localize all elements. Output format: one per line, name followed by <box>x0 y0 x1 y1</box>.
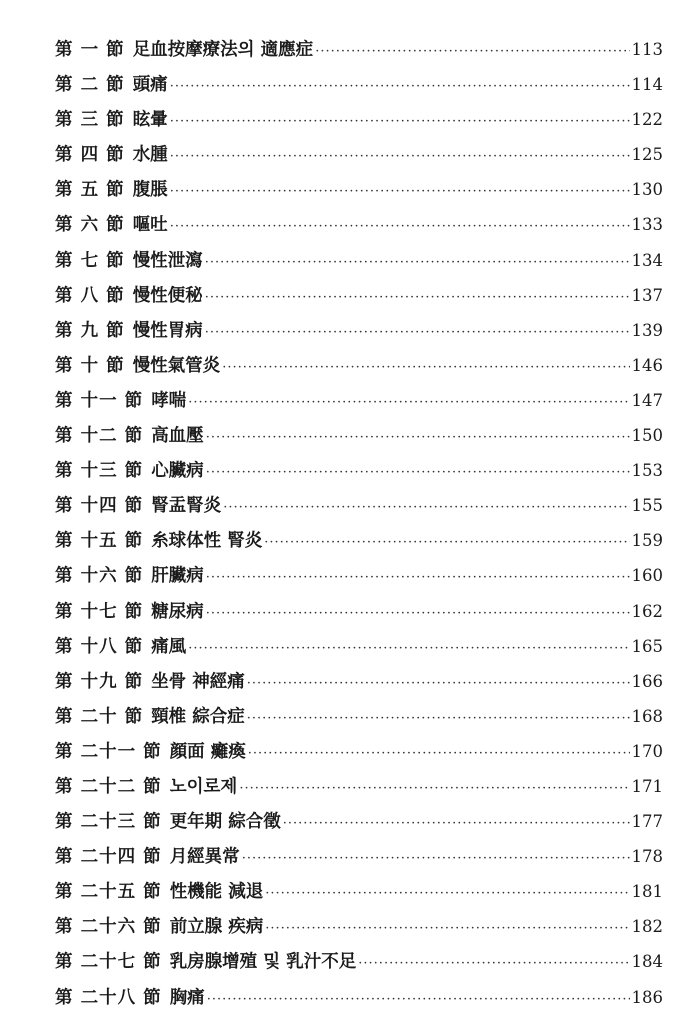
page-number: 184 <box>631 952 663 972</box>
page-number: 150 <box>631 426 663 446</box>
toc-entry <box>55 523 663 558</box>
toc-entry <box>55 67 663 102</box>
section-title: 顔面 癱瘓 <box>169 741 246 762</box>
section-title: 胸痛 <box>169 987 205 1008</box>
section-title: 糸球体性 腎炎 <box>151 531 263 552</box>
section-number: 第 十一 節 <box>55 390 144 411</box>
dot-leader <box>206 455 630 490</box>
section-number: 第 三 節 <box>55 110 125 131</box>
section-title: 心臟病 <box>151 461 204 482</box>
toc-entry <box>55 980 663 1015</box>
section-title: 坐骨 神經痛 <box>151 671 245 692</box>
section-number: 第 十六 節 <box>55 566 144 587</box>
dot-leader <box>206 596 630 631</box>
dot-leader <box>265 876 629 911</box>
toc-entry <box>55 418 663 453</box>
page-number: 139 <box>631 320 663 340</box>
page-number: 134 <box>631 250 663 270</box>
section-number: 第 十三 節 <box>55 461 144 482</box>
section-number: 第 二 節 <box>55 75 125 96</box>
section-number: 第 十八 節 <box>55 636 144 657</box>
toc-entry <box>55 102 663 137</box>
section-number: 第 九 節 <box>55 320 125 341</box>
section-number: 第 四 節 <box>55 145 125 166</box>
section-number: 第 六 節 <box>55 215 125 236</box>
dot-leader <box>264 525 629 560</box>
section-number: 第 十二 節 <box>55 426 144 447</box>
section-number: 第 十 節 <box>55 355 125 376</box>
page-number: 130 <box>631 180 663 200</box>
section-title: 水腫 <box>132 145 168 166</box>
toc-entry <box>55 453 663 488</box>
section-title: 慢性泄瀉 <box>132 250 203 271</box>
section-number: 第 十五 節 <box>55 531 144 552</box>
section-number: 第 二十一 節 <box>55 741 162 762</box>
section-title: 哮喘 <box>151 390 187 411</box>
toc-entry <box>55 594 663 629</box>
section-title: 痛風 <box>151 636 187 657</box>
dot-leader <box>205 245 630 280</box>
dot-leader <box>247 701 630 736</box>
toc-entry <box>55 243 663 278</box>
dot-leader <box>283 806 630 841</box>
dot-leader <box>170 209 630 244</box>
dot-leader <box>315 34 629 69</box>
section-number: 第 二十 節 <box>55 706 144 727</box>
section-title: 頭痛 <box>132 75 168 96</box>
section-number: 第 二十二 節 <box>55 776 162 797</box>
section-number: 第 一 節 <box>55 40 125 60</box>
section-title: 慢性便秘 <box>132 285 203 306</box>
section-title: 頸椎 綜合症 <box>151 706 245 727</box>
toc-entry <box>55 383 663 418</box>
section-title: 慢性氣管炎 <box>132 355 221 376</box>
dot-leader <box>223 490 629 525</box>
dot-leader <box>206 560 630 595</box>
toc-entry <box>55 629 663 664</box>
toc-entry <box>55 664 663 699</box>
dot-leader <box>247 666 630 701</box>
page-number: 122 <box>631 110 663 130</box>
page-number: 168 <box>631 706 663 726</box>
dot-leader <box>248 736 630 771</box>
toc-entry <box>55 699 663 734</box>
section-number: 第 八 節 <box>55 285 125 306</box>
page-number: 186 <box>631 987 663 1007</box>
page-number: 160 <box>631 566 663 586</box>
dot-leader <box>188 385 629 420</box>
page-number: 137 <box>631 285 663 305</box>
section-title: 性機能 減退 <box>169 882 264 903</box>
dot-leader <box>188 631 629 666</box>
page-number: 133 <box>631 215 663 235</box>
section-title: 腹脹 <box>132 180 168 201</box>
section-number: 第 二十六 節 <box>55 917 162 938</box>
section-title: 前立腺 疾病 <box>169 917 264 938</box>
dot-leader <box>170 139 630 174</box>
page-number: 125 <box>631 145 663 165</box>
dot-leader <box>222 350 629 385</box>
section-number: 第 十九 節 <box>55 671 144 692</box>
dot-leader <box>265 911 629 946</box>
page-number: 166 <box>631 671 663 691</box>
toc-entry <box>55 172 663 207</box>
section-title: 慢性胃病 <box>132 320 203 341</box>
toc-entry <box>55 944 663 979</box>
section-title: 月經異常 <box>169 847 240 868</box>
section-title: 노이로제 <box>169 776 238 797</box>
page-number: 165 <box>631 636 663 656</box>
toc-entry <box>55 207 663 242</box>
section-title: 嘔吐 <box>132 215 168 236</box>
section-title: 腎盂腎炎 <box>151 496 222 517</box>
page-number: 162 <box>631 601 663 621</box>
dot-leader <box>207 982 630 1017</box>
section-number: 第 二十三 節 <box>55 812 162 833</box>
page-number: 153 <box>631 461 663 481</box>
toc-entry <box>55 32 663 67</box>
section-title: 更年期 綜合徵 <box>169 812 281 833</box>
dot-leader <box>170 69 630 104</box>
section-number: 第 二十五 節 <box>55 882 162 903</box>
page-number: 170 <box>631 741 663 761</box>
dot-leader <box>206 420 630 455</box>
section-number: 第 二十八 節 <box>55 987 162 1008</box>
dot-leader <box>205 280 630 315</box>
section-title: 乳房腺增殖 및 乳汁不足 <box>169 952 357 973</box>
toc-entry <box>55 769 663 804</box>
section-number: 第 十四 節 <box>55 496 144 517</box>
dot-leader <box>170 174 630 209</box>
toc-entry <box>55 278 663 313</box>
toc-entry <box>55 488 663 523</box>
toc-entry <box>55 909 663 944</box>
page-number: 178 <box>631 847 663 867</box>
section-title: 足血按摩療法의 適應症 <box>132 40 314 60</box>
section-title: 肝臟病 <box>151 566 204 587</box>
dot-leader <box>358 946 629 981</box>
toc-entry <box>55 804 663 839</box>
page-number: 159 <box>631 531 663 551</box>
section-number: 第 二十四 節 <box>55 847 162 868</box>
page-number: 171 <box>631 776 663 796</box>
dot-leader <box>239 771 629 806</box>
toc-entry <box>55 874 663 909</box>
dot-leader <box>170 104 630 139</box>
toc-entry <box>55 734 663 769</box>
section-number: 第 五 節 <box>55 180 125 201</box>
toc-entry <box>55 839 663 874</box>
section-title: 高血壓 <box>151 426 204 447</box>
page-number: 147 <box>631 390 663 410</box>
toc-entry <box>55 558 663 593</box>
section-number: 第 七 節 <box>55 250 125 271</box>
toc-entry <box>55 348 663 383</box>
page-number: 177 <box>631 812 663 832</box>
page-number: 146 <box>631 355 663 375</box>
section-title: 眩暈 <box>132 110 168 131</box>
page-number: 113 <box>631 40 663 59</box>
dot-leader <box>205 315 630 350</box>
page-number: 114 <box>631 75 663 95</box>
dot-leader <box>242 841 630 876</box>
section-number: 第 十七 節 <box>55 601 144 622</box>
toc-entry <box>55 137 663 172</box>
page-number: 182 <box>631 917 663 937</box>
page-number: 181 <box>631 882 663 902</box>
page-number: 155 <box>631 496 663 516</box>
table-of-contents <box>55 32 663 1015</box>
toc-entry <box>55 313 663 348</box>
section-number: 第 二十七 節 <box>55 952 162 973</box>
section-title: 糖尿病 <box>151 601 204 622</box>
